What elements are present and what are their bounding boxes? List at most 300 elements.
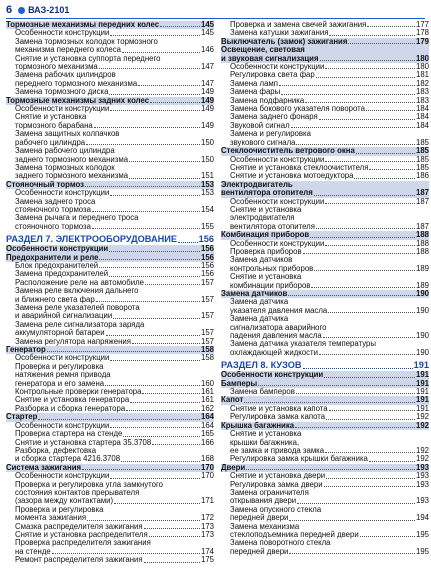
toc-dot-leader	[94, 127, 200, 128]
toc-page-number: 162	[200, 403, 214, 413]
toc-entry-title: Замена подфарника	[230, 95, 305, 105]
toc-dot-leader	[297, 503, 415, 504]
toc-entry-title: Регулировка замка двери	[230, 479, 323, 489]
toc-page-number: 192	[415, 412, 429, 422]
toc-entry-title: Двери	[221, 462, 246, 472]
toc-dot-leader	[296, 393, 415, 394]
toc-page-number: 154	[200, 204, 214, 214]
toc-entry-title: тормозного механизма	[15, 62, 98, 72]
toc-dot-leader	[96, 301, 200, 302]
toc-dot-leader	[325, 203, 415, 204]
toc-page-number: 191	[415, 403, 429, 413]
toc-dot-leader	[281, 94, 415, 95]
toc-entry-title: механизма переднего колеса	[15, 45, 121, 55]
toc-column-right	[221, 21, 429, 556]
toc-dot-leader	[144, 528, 200, 529]
toc-entry-title: Особенности конструкции	[230, 62, 325, 72]
toc-entry-title: переднего тормозного механизма	[15, 78, 138, 88]
toc-dot-leader	[279, 85, 415, 86]
toc-entry-title: Разборка и сборка генератора	[15, 403, 126, 413]
toc-entry	[6, 556, 214, 564]
toc-dot-leader	[325, 161, 415, 162]
toc-page-number: 193	[415, 462, 429, 472]
toc-entry-title: Звуковой сигнал	[230, 120, 290, 130]
toc-dot-leader	[92, 228, 200, 229]
toc-page-number: 166	[200, 437, 214, 447]
toc-entry-title: ее замка и привода замка	[230, 445, 325, 455]
toc-page-number: 180	[415, 53, 429, 63]
toc-entry-title: на стенде	[15, 546, 51, 556]
toc-page-number: 191	[415, 370, 429, 380]
toc-entry-title: Замена заднего фонаря	[230, 112, 318, 122]
page-header	[6, 3, 69, 17]
toc-entry-title: вентилятора отопителя	[221, 188, 313, 198]
toc-entry-title: Ремонт распределителя зажигания	[15, 555, 143, 565]
toc-entry-title: Замена датчиков	[221, 289, 288, 298]
toc-page-number: 175	[200, 555, 214, 565]
toc-entry-title: Стояночный тормоз	[6, 179, 85, 189]
toc-entry-title: стеклоподъемника передней двери	[230, 529, 359, 539]
toc-entry-title: Снятие и установка суппорта переднего	[15, 53, 161, 63]
toc-dot-leader	[85, 186, 200, 187]
toc-entry-title: и сборка стартера 4216.3708	[15, 454, 121, 464]
toc-page-number: 192	[415, 420, 429, 430]
toc-entry	[6, 223, 214, 231]
toc-page-number: 189	[415, 263, 429, 273]
toc-entry-title: Система зажигания	[6, 462, 82, 472]
toc-dot-leader	[126, 410, 200, 411]
toc-entry-title: Генератор	[6, 345, 46, 355]
toc-page-number: 185	[415, 146, 429, 156]
toc-entry-title: Замена ламп	[230, 78, 279, 88]
book-title-block	[18, 5, 69, 15]
toc-page-number: 172	[200, 513, 214, 523]
toc-entry-title: состояния контактов прерывателя	[15, 487, 140, 497]
toc-dot-leader	[316, 77, 415, 78]
toc-page-number: 185	[415, 137, 429, 147]
toc-page-number: 160	[200, 378, 214, 388]
toc-page-number: 145	[200, 28, 214, 38]
toc-entry-title: Комбинация приборов	[221, 230, 310, 240]
toc-entry-title: аккумуляторной батареи	[15, 328, 105, 338]
toc-entry-title: Особенности конструкции	[230, 238, 325, 248]
toc-entry-title: момента зажигания	[15, 513, 87, 523]
toc-page-number: 161	[200, 387, 214, 397]
toc-dot-leader	[303, 368, 413, 369]
toc-dot-leader	[324, 486, 415, 487]
toc-page-number: 190	[415, 347, 429, 357]
toc-dot-leader	[325, 68, 415, 69]
toc-dot-leader	[47, 351, 200, 352]
toc-page-number: 194	[415, 513, 429, 523]
toc-dot-leader	[329, 410, 415, 411]
toc-entry-title: Особенности конструкции	[15, 28, 110, 38]
toc-entry-title: сигнализатора аварийного	[230, 322, 327, 332]
toc-entry-title: Проверка распределителя зажигания	[15, 538, 151, 548]
toc-page-number: 190	[415, 305, 429, 315]
toc-dot-leader	[295, 427, 415, 428]
toc-dot-leader	[324, 377, 415, 378]
toc-dot-leader	[258, 385, 415, 386]
toc-entry-title: Замена тормозных колодок тормозного	[15, 36, 158, 46]
toc-dot-leader	[110, 195, 200, 196]
toc-dot-leader	[325, 452, 415, 453]
toc-entry-title: Расположение реле на автомобиле	[15, 277, 144, 287]
toc-dot-leader	[152, 444, 200, 445]
toc-page-number: 191	[413, 360, 429, 371]
toc-dot-leader	[289, 520, 415, 521]
toc-entry-title: крышки багажника,	[230, 437, 300, 447]
toc-dot-leader	[109, 251, 200, 252]
toc-entry-title: Проверка стартера на стенде	[15, 429, 123, 439]
toc-dot-leader	[38, 419, 200, 420]
toc-entry-title: Снятие и установка стеклоочистителя	[230, 162, 369, 172]
toc-page-number: 164	[200, 412, 214, 422]
toc-dot-leader	[145, 284, 200, 285]
toc-entry	[221, 388, 429, 396]
toc-page-number: 178	[415, 28, 429, 38]
toc-entry-title: Особенности конструкции	[15, 420, 110, 430]
toc-page-number: 188	[415, 246, 429, 256]
toc-entry-title: Замена датчика указателя температуры	[230, 339, 376, 349]
toc-entry	[6, 405, 214, 413]
toc-page-number: 173	[200, 521, 214, 531]
toc-entry-title: Снятие и установка	[230, 429, 302, 439]
toc-page-number: 164	[200, 420, 214, 430]
toc-dot-leader	[314, 195, 415, 196]
toc-page-number: 149	[200, 104, 214, 114]
toc-page-number: 156	[200, 269, 214, 279]
toc-entry-title: передней двери	[230, 546, 289, 556]
toc-page-number: 157	[200, 277, 214, 287]
toc-dot-leader	[311, 287, 415, 288]
toc-dot-leader	[326, 419, 415, 420]
toc-entry-title: (зазора между контактами)	[15, 496, 114, 506]
toc-entry-title: Замена бамперов	[230, 387, 295, 397]
toc-entry-title: Освещение, световая	[221, 45, 305, 55]
toc-page-number: 177	[415, 20, 429, 29]
toc-page-number: 191	[415, 378, 429, 388]
toc-dot-leader	[246, 469, 415, 470]
toc-entry-title: РАЗДЕЛ 7. ЭЛЕКТРООБОРУДОВАНИЕ	[6, 234, 177, 245]
page-number: 6	[6, 4, 13, 16]
toc-dot-leader	[105, 385, 200, 386]
toc-dot-leader	[142, 393, 200, 394]
toc-entry-title: Предохранители и реле	[6, 252, 99, 262]
toc-entry-title: Особенности конструкции	[6, 244, 109, 254]
toc-entry	[221, 548, 429, 556]
toc-page-number: 179	[415, 36, 429, 46]
toc-entry-title: Регулировка света фар	[230, 70, 315, 80]
toc-entry-title: Замена рычага и переднего троса	[15, 213, 139, 223]
toc-entry-title: Выключатель (замок) зажигания	[221, 36, 348, 46]
toc-entry-title: Замена катушки зажигания	[230, 28, 329, 38]
toc-entry-title: Стартер	[6, 412, 38, 422]
toc-entry-title: Стеклоочиститель ветрового окна	[221, 146, 355, 156]
toc-entry-title: Особенности конструкции	[15, 104, 110, 114]
toc-page-number: 192	[415, 454, 429, 464]
toc-page-number: 150	[200, 137, 214, 147]
toc-page-number: 150	[200, 154, 214, 164]
toc-page-number: 187	[415, 188, 429, 198]
toc-dot-leader	[92, 211, 200, 212]
toc-dot-leader	[144, 562, 200, 563]
toc-page-number: 156	[200, 260, 214, 270]
toc-entry-title: охлаждающей жидкости	[230, 347, 318, 357]
toc-entry-title: Снятие и установка генератора	[15, 395, 130, 405]
toc-page-number: 149	[200, 120, 214, 130]
toc-entry-title: Замена реле включения дальнего	[15, 286, 139, 296]
toc-page-number: 147	[200, 62, 214, 72]
toc-dot-leader	[316, 228, 415, 229]
toc-page-number: 192	[415, 445, 429, 455]
toc-entry-title: рабочего цилиндра	[15, 137, 86, 147]
toc-dot-leader	[109, 276, 200, 277]
toc-page-number: 187	[415, 196, 429, 206]
toc-entry-title: Замена защитных колпачков	[15, 129, 120, 139]
toc-entry-title: указателя давления масла	[230, 305, 328, 315]
toc-page-number: 191	[415, 387, 429, 397]
toc-dot-leader	[114, 503, 200, 504]
toc-entry-title: Замена опускного стекла	[230, 504, 322, 514]
toc-page-number: 174	[200, 546, 214, 556]
toc-dot-leader	[310, 237, 415, 238]
toc-entry-title: заднего тормозного механизма	[15, 154, 129, 164]
toc-page-number: 188	[415, 230, 429, 240]
toc-entry-title: Проверка и регулировка	[15, 504, 104, 514]
toc-page-number: 183	[415, 87, 429, 97]
toc-entry-title: Смазка распределителя зажигания	[15, 521, 143, 531]
toc-page-number: 190	[415, 331, 429, 341]
toc-entry-title: тормозного барабана	[15, 120, 93, 130]
toc-entry-title: комбинации приборов	[230, 280, 311, 290]
toc-entry-title: Электродвигатель	[221, 179, 293, 189]
toc-page-number: 170	[200, 471, 214, 481]
toc-page-number: 165	[200, 429, 214, 439]
toc-page-number: 182	[415, 78, 429, 88]
toc-entry-title: контрольных приборов	[230, 263, 314, 273]
toc-entry-title: Капот	[221, 395, 244, 405]
toc-page-number: 181	[415, 70, 429, 80]
toc-entry-title: стояночного тормоза	[15, 204, 91, 214]
toc-entry-title: передней двери	[230, 513, 289, 523]
toc-entry-title: Разборка, дефектовка	[15, 445, 97, 455]
toc-dot-leader	[130, 402, 200, 403]
toc-page-number: 149	[200, 95, 214, 105]
toc-dot-leader	[110, 110, 200, 111]
toc-dot-leader	[354, 178, 415, 179]
toc-entry-title: и звуковая сигнализация	[221, 53, 319, 63]
toc-entry-title: Замена механизма	[230, 521, 300, 531]
toc-dot-leader	[110, 35, 200, 36]
toc-page-number: 145	[200, 20, 214, 29]
toc-entry	[221, 349, 429, 357]
toc-page-number: 183	[415, 95, 429, 105]
toc-page-number: 195	[415, 546, 429, 556]
toc-page-number: 186	[415, 171, 429, 181]
toc-dot-leader	[320, 60, 415, 61]
toc-entry-title: Замена заднего троса	[15, 196, 96, 206]
toc-page-number: 184	[415, 120, 429, 130]
toc-entry-title: Проверка и регулировка	[15, 361, 104, 371]
toc-entry-title: Снятие и установка	[15, 112, 87, 122]
toc-entry-title: натяжения ремня привода	[15, 370, 111, 380]
toc-dot-leader	[314, 270, 415, 271]
toc-dot-leader	[82, 469, 200, 470]
toc-page-number: 184	[415, 112, 429, 122]
toc-entry-title: Замена регулятора напряжения	[15, 336, 131, 346]
toc-dot-leader	[367, 26, 415, 27]
toc-entry-title: Снятие и установка стартера 35.3708	[15, 437, 152, 447]
toc-entry-title: Особенности конструкции	[221, 370, 324, 380]
toc-entry-title: открывания двери	[230, 496, 297, 506]
toc-dot-leader	[110, 360, 200, 361]
toc-entry-title: звукового сигнала	[230, 137, 296, 147]
toc-entry-title: Снятие и установка распределителя	[15, 529, 148, 539]
toc-page-number: 190	[415, 289, 429, 298]
toc-dot-leader	[99, 68, 200, 69]
toc-page-number: 156	[198, 234, 214, 245]
toc-dot-leader	[325, 245, 415, 246]
toc-dot-leader	[149, 536, 200, 537]
toc-entry-title: Тормозные механизмы передних колес	[6, 20, 160, 29]
toc-page-number: 158	[200, 345, 214, 355]
toc-page-number: 156	[200, 244, 214, 254]
header-divider	[6, 18, 425, 19]
toc-page-number: 171	[200, 496, 214, 506]
toc-page-number: 146	[200, 45, 214, 55]
toc-page-number: 157	[200, 328, 214, 338]
toc-dot-leader	[99, 259, 200, 260]
toc-page-number: 156	[200, 252, 214, 262]
toc-dot-leader	[86, 144, 200, 145]
toc-entry-title: и ближнего света фар	[15, 294, 95, 304]
toc-entry-title: Особенности конструкции	[15, 188, 110, 198]
toc-entry-title: Замена бокового указателя поворота	[230, 104, 365, 114]
toc-page-number: 151	[200, 171, 214, 181]
toc-dot-leader	[369, 461, 415, 462]
toc-dot-leader	[160, 26, 200, 27]
toc-page-number: 161	[200, 395, 214, 405]
toc-dot-leader	[123, 436, 200, 437]
toc-dot-leader	[305, 102, 415, 103]
toc-dot-leader	[178, 242, 198, 243]
toc-entry-title: и аварийной сигнализации	[15, 311, 113, 321]
toc-dot-leader	[323, 337, 415, 338]
toc-entry-title: Замена датчика	[230, 314, 289, 324]
toc-dot-leader	[106, 335, 200, 336]
toc-page-number: 184	[415, 104, 429, 114]
toc-dot-leader	[138, 85, 200, 86]
toc-dot-leader	[129, 161, 200, 162]
toc-entry-title: Замена предохранителей	[15, 269, 109, 279]
toc-entry-title: Замена и регулировка	[230, 129, 311, 139]
toc-dot-leader	[110, 478, 200, 479]
toc-entry-title: Особенности конструкции	[15, 353, 110, 363]
toc-dot-leader	[244, 402, 415, 403]
toc-page-number: 189	[415, 280, 429, 290]
toc-dot-leader	[328, 312, 415, 313]
toc-entry-title: Бамперы	[221, 378, 258, 388]
toc-dot-leader	[289, 553, 415, 554]
bullet-dot-icon	[18, 7, 25, 14]
toc-dot-leader	[129, 178, 200, 179]
toc-entry-title: Особенности конструкции	[230, 196, 325, 206]
toc-page-number: 153	[200, 188, 214, 198]
toc-dot-leader	[122, 52, 200, 53]
toc-page-number: 157	[200, 311, 214, 321]
toc-dot-leader	[87, 520, 200, 521]
toc-dot-leader	[291, 127, 415, 128]
toc-dot-leader	[288, 295, 415, 296]
toc-page-number: 158	[200, 353, 214, 363]
toc-entry	[221, 455, 429, 463]
toc-dot-leader	[348, 43, 415, 44]
toc-dot-leader	[109, 94, 200, 95]
toc-page-number: 193	[415, 479, 429, 489]
toc-entry-title: Проверка и регулировка угла замкнутого	[15, 479, 163, 489]
toc-page-number: 147	[200, 78, 214, 88]
toc-entry-title: Регулировка замка капота	[230, 412, 326, 422]
toc-page-number: 170	[200, 462, 214, 472]
toc-entry-title: Тормозные механизмы задних колес	[6, 95, 150, 105]
toc-page-number: 195	[415, 529, 429, 539]
toc-dot-leader	[319, 119, 415, 120]
toc-entry-title: Проверка и замена свечей зажигания	[230, 20, 367, 29]
toc-page-number: 185	[415, 154, 429, 164]
toc-dot-leader	[110, 427, 200, 428]
toc-entry-title: Замена рабочих цилиндров	[15, 70, 116, 80]
toc-page-number: 191	[415, 395, 429, 405]
toc-dot-leader	[326, 478, 415, 479]
toc-page-number: 193	[415, 496, 429, 506]
toc-entry-title: Регулировка замка крышки багажника	[230, 454, 368, 464]
toc-entry-title: электродвигателя	[230, 213, 295, 223]
toc-entry-title: Крышка багажника	[221, 420, 295, 430]
toc-dot-leader	[296, 144, 415, 145]
toc-entry-title: Замена фары	[230, 87, 281, 97]
toc-entry-title: Проверка приборов	[230, 246, 302, 256]
toc-page-number: 168	[200, 454, 214, 464]
toc-dot-leader	[99, 267, 200, 268]
toc-entry-title: Замена реле сигнализатора заряда	[15, 319, 145, 329]
toc-entry-title: Замена тормозного диска	[15, 87, 109, 97]
toc-page-number: 149	[200, 87, 214, 97]
toc-page-number: 180	[415, 62, 429, 72]
toc-page-number: 153	[200, 179, 214, 189]
toc-entry-title: Замена поворотного стекла	[230, 538, 331, 548]
toc-entry-title: стояночного тормоза	[15, 221, 91, 231]
toc-page-number: 155	[200, 221, 214, 231]
toc-dot-leader	[121, 461, 200, 462]
toc-entry-title: Снятие и установка	[230, 272, 302, 282]
toc-entry-title: заднего тормозного механизма	[15, 171, 129, 181]
toc-entry-title: Особенности конструкции	[15, 471, 110, 481]
toc-page-number: 173	[200, 529, 214, 539]
toc-dot-leader	[113, 318, 200, 319]
toc-dot-leader	[369, 169, 415, 170]
toc-entry-title: Замена реле указателей поворота	[15, 303, 140, 312]
toc-entry-title: Блок предохранителей	[15, 260, 99, 270]
toc-page-number: 187	[415, 221, 429, 231]
toc-page-number: 157	[200, 294, 214, 304]
toc-entry-title: Замена датчика	[230, 297, 289, 307]
toc-dot-leader	[356, 153, 415, 154]
toc-entry-title: Снятие и установка капота	[230, 403, 328, 413]
toc-entry-title: Замена тормозных колодок	[15, 162, 115, 172]
toc-page-number: 193	[415, 471, 429, 481]
toc-entry-title: Особенности конструкции	[230, 154, 325, 164]
